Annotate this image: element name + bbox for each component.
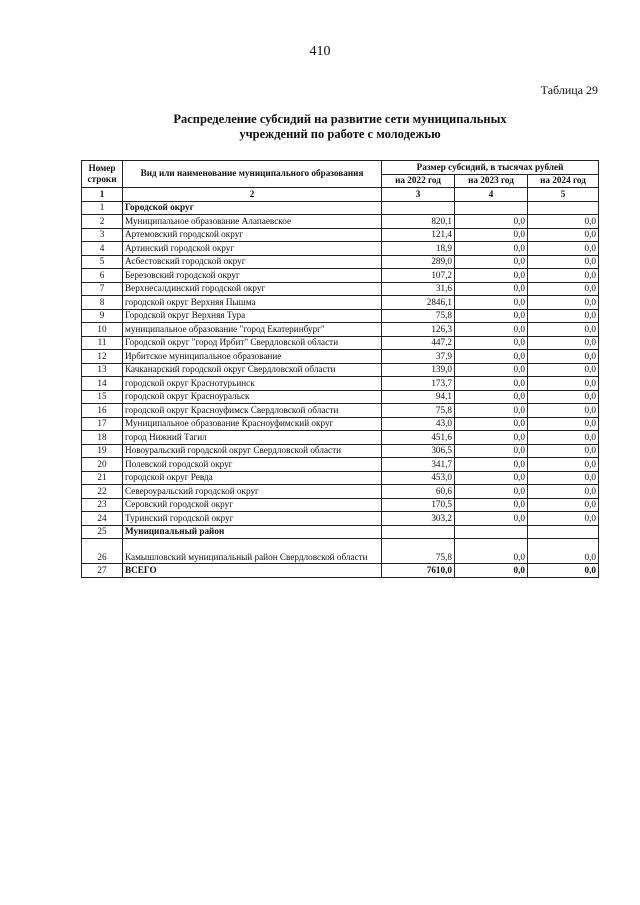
row-name-cell: городской округ Красноуральск xyxy=(123,390,382,404)
value-2023-cell: 0,0 xyxy=(455,539,528,564)
row-name-cell: Ирбитское муниципальное образование xyxy=(123,350,382,364)
value-2024-cell: 0,0 xyxy=(528,458,599,472)
value-2024-cell: 0,0 xyxy=(528,431,599,445)
row-number-cell: 20 xyxy=(82,458,123,472)
value-2022-cell: 447,2 xyxy=(382,336,455,350)
value-2024-cell: 0,0 xyxy=(528,564,599,578)
row-number-cell: 12 xyxy=(82,350,123,364)
table-row xyxy=(82,512,599,526)
value-2023-cell: 0,0 xyxy=(455,323,528,337)
row-name-cell: городской округ Ревда xyxy=(123,471,382,485)
header-index-3: 3 xyxy=(382,188,455,202)
value-2022-cell: 107,2 xyxy=(382,269,455,283)
row-number-cell: 15 xyxy=(82,390,123,404)
row-number-cell: 21 xyxy=(82,471,123,485)
header-row-number: Номер строки xyxy=(82,161,123,188)
value-2022-cell xyxy=(382,525,455,539)
row-name-cell: Городской округ "город Ирбит" Свердловской области xyxy=(123,336,382,350)
header-index-5: 5 xyxy=(528,188,599,202)
table-row xyxy=(82,444,599,458)
value-2023-cell: 0,0 xyxy=(455,404,528,418)
value-2024-cell: 0,0 xyxy=(528,336,599,350)
page-number: 410 xyxy=(309,44,331,59)
table-row xyxy=(82,539,599,564)
row-name-cell: ВСЕГО xyxy=(123,564,382,578)
row-number-cell: 4 xyxy=(82,242,123,256)
row-name-cell: Камышловский муниципальный район Свердловской области xyxy=(123,539,382,564)
row-number-cell: 11 xyxy=(82,336,123,350)
value-2024-cell: 0,0 xyxy=(528,485,599,499)
header-2023: на 2023 год xyxy=(455,174,528,188)
row-number-cell: 8 xyxy=(82,296,123,310)
value-2024-cell: 0,0 xyxy=(528,282,599,296)
value-2024-cell: 0,0 xyxy=(528,498,599,512)
value-2023-cell: 0,0 xyxy=(455,296,528,310)
value-2022-cell: 18,9 xyxy=(382,242,455,256)
row-name-cell: Городской округ xyxy=(123,201,382,215)
row-number-cell: 7 xyxy=(82,282,123,296)
value-2022-cell: 306,5 xyxy=(382,444,455,458)
value-2024-cell: 0,0 xyxy=(528,350,599,364)
table-header xyxy=(82,161,599,202)
row-name-cell: городской округ Красноуфимск Свердловской области xyxy=(123,404,382,418)
value-2024-cell: 0,0 xyxy=(528,363,599,377)
table-row xyxy=(82,485,599,499)
value-2024-cell: 0,0 xyxy=(528,269,599,283)
title-line-2: учреждений по работе с молодежью xyxy=(239,127,441,141)
value-2022-cell: 451,6 xyxy=(382,431,455,445)
header-2022: на 2022 год xyxy=(382,174,455,188)
table-row xyxy=(82,323,599,337)
row-name-cell: Березовский городской округ xyxy=(123,269,382,283)
value-2023-cell: 0,0 xyxy=(455,215,528,229)
row-name-cell: муниципальное образование "город Екатеринбург" xyxy=(123,323,382,337)
subsidy-table xyxy=(81,160,599,578)
value-2024-cell: 0,0 xyxy=(528,404,599,418)
document-title xyxy=(120,112,560,142)
value-2022-cell xyxy=(382,201,455,215)
row-name-cell: Североуральский городской округ xyxy=(123,485,382,499)
value-2022-cell: 126,3 xyxy=(382,323,455,337)
value-2024-cell: 0,0 xyxy=(528,471,599,485)
title-line-1: Распределение субсидий на развитие сети муниципальных xyxy=(173,112,507,126)
table-label: Таблица 29 xyxy=(540,83,598,97)
table-row xyxy=(82,458,599,472)
value-2024-cell: 0,0 xyxy=(528,390,599,404)
table-row xyxy=(82,417,599,431)
row-name-cell: Артинский городской округ xyxy=(123,242,382,256)
value-2022-cell: 75,8 xyxy=(382,309,455,323)
value-2023-cell: 0,0 xyxy=(455,564,528,578)
row-name-cell: Новоуральский городской округ Свердловской области xyxy=(123,444,382,458)
value-2022-cell: 75,8 xyxy=(382,404,455,418)
row-number-cell: 14 xyxy=(82,377,123,391)
table-row xyxy=(82,228,599,242)
table-row xyxy=(82,377,599,391)
value-2024-cell: 0,0 xyxy=(528,323,599,337)
value-2024-cell xyxy=(528,525,599,539)
value-2023-cell: 0,0 xyxy=(455,390,528,404)
row-name-cell: Качканарский городской округ Свердловской области xyxy=(123,363,382,377)
table-row xyxy=(82,242,599,256)
row-name-cell: город Нижний Тагил xyxy=(123,431,382,445)
value-2024-cell: 0,0 xyxy=(528,296,599,310)
value-2022-cell: 75,8 xyxy=(382,539,455,564)
row-number-cell: 1 xyxy=(82,201,123,215)
value-2023-cell: 0,0 xyxy=(455,269,528,283)
value-2022-cell: 60,6 xyxy=(382,485,455,499)
value-2023-cell: 0,0 xyxy=(455,498,528,512)
row-number-cell: 17 xyxy=(82,417,123,431)
value-2023-cell: 0,0 xyxy=(455,350,528,364)
table-body xyxy=(82,201,599,577)
value-2023-cell: 0,0 xyxy=(455,458,528,472)
value-2022-cell: 820,1 xyxy=(382,215,455,229)
row-name-cell: городской округ Верхняя Пышма xyxy=(123,296,382,310)
table-row xyxy=(82,471,599,485)
row-name-cell: Асбестовский городской округ xyxy=(123,255,382,269)
header-name: Вид или наименование муниципального образования xyxy=(123,161,382,188)
value-2024-cell: 0,0 xyxy=(528,255,599,269)
value-2023-cell: 0,0 xyxy=(455,363,528,377)
row-number-cell: 9 xyxy=(82,309,123,323)
value-2022-cell: 43,0 xyxy=(382,417,455,431)
value-2023-cell xyxy=(455,201,528,215)
row-number-cell: 3 xyxy=(82,228,123,242)
value-2022-cell: 121,4 xyxy=(382,228,455,242)
row-number-cell: 27 xyxy=(82,564,123,578)
row-name-cell: Муниципальное образование Алапаевское xyxy=(123,215,382,229)
row-number-cell: 24 xyxy=(82,512,123,526)
row-name-cell: Серовский городской округ xyxy=(123,498,382,512)
value-2024-cell xyxy=(528,201,599,215)
header-subsidy-group: Размер субсидий, в тысячах рублей xyxy=(382,161,599,175)
row-number-cell: 6 xyxy=(82,269,123,283)
row-number-cell: 22 xyxy=(82,485,123,499)
table-row xyxy=(82,336,599,350)
row-number-cell: 19 xyxy=(82,444,123,458)
header-index-1: 1 xyxy=(82,188,123,202)
row-number-cell: 16 xyxy=(82,404,123,418)
row-name-cell: Верхнесалдинский городской округ xyxy=(123,282,382,296)
value-2022-cell: 37,9 xyxy=(382,350,455,364)
value-2022-cell: 453,0 xyxy=(382,471,455,485)
value-2022-cell: 289,0 xyxy=(382,255,455,269)
value-2023-cell: 0,0 xyxy=(455,255,528,269)
value-2023-cell: 0,0 xyxy=(455,309,528,323)
value-2024-cell: 0,0 xyxy=(528,539,599,564)
table-row xyxy=(82,255,599,269)
value-2023-cell: 0,0 xyxy=(455,336,528,350)
value-2022-cell: 341,7 xyxy=(382,458,455,472)
value-2024-cell: 0,0 xyxy=(528,215,599,229)
value-2024-cell: 0,0 xyxy=(528,309,599,323)
value-2023-cell: 0,0 xyxy=(455,242,528,256)
value-2022-cell: 173,7 xyxy=(382,377,455,391)
row-name-cell: Муниципальный район xyxy=(123,525,382,539)
table-row xyxy=(82,296,599,310)
row-name-cell: Муниципальное образование Красноуфимский округ xyxy=(123,417,382,431)
value-2023-cell: 0,0 xyxy=(455,282,528,296)
table-row xyxy=(82,525,599,539)
row-number-cell: 18 xyxy=(82,431,123,445)
header-index-2: 2 xyxy=(123,188,382,202)
value-2022-cell: 94,1 xyxy=(382,390,455,404)
table-row xyxy=(82,282,599,296)
row-name-cell: Городской округ Верхняя Тура xyxy=(123,309,382,323)
row-name-cell: городской округ Краснотурьинск xyxy=(123,377,382,391)
row-number-cell: 2 xyxy=(82,215,123,229)
table-row xyxy=(82,363,599,377)
table-row xyxy=(82,269,599,283)
value-2023-cell: 0,0 xyxy=(455,485,528,499)
row-number-cell: 26 xyxy=(82,539,123,564)
value-2023-cell: 0,0 xyxy=(455,444,528,458)
value-2023-cell: 0,0 xyxy=(455,417,528,431)
header-2024: на 2024 год xyxy=(528,174,599,188)
table-row xyxy=(82,564,599,578)
row-number-cell: 25 xyxy=(82,525,123,539)
value-2024-cell: 0,0 xyxy=(528,512,599,526)
row-number-cell: 10 xyxy=(82,323,123,337)
value-2023-cell: 0,0 xyxy=(455,431,528,445)
header-index-4: 4 xyxy=(455,188,528,202)
table-row xyxy=(82,309,599,323)
value-2024-cell: 0,0 xyxy=(528,228,599,242)
table-row xyxy=(82,390,599,404)
value-2023-cell: 0,0 xyxy=(455,471,528,485)
row-number-cell: 13 xyxy=(82,363,123,377)
value-2022-cell: 170,5 xyxy=(382,498,455,512)
row-name-cell: Артемовский городской округ xyxy=(123,228,382,242)
value-2022-cell: 2846,1 xyxy=(382,296,455,310)
row-name-cell: Туринский городской округ xyxy=(123,512,382,526)
value-2024-cell: 0,0 xyxy=(528,377,599,391)
table-row xyxy=(82,215,599,229)
value-2023-cell: 0,0 xyxy=(455,512,528,526)
table-row xyxy=(82,201,599,215)
value-2022-cell: 7610,0 xyxy=(382,564,455,578)
row-name-cell: Полевской городской округ xyxy=(123,458,382,472)
row-number-cell: 23 xyxy=(82,498,123,512)
value-2023-cell xyxy=(455,525,528,539)
value-2024-cell: 0,0 xyxy=(528,242,599,256)
table-row xyxy=(82,350,599,364)
table-row xyxy=(82,498,599,512)
table-row xyxy=(82,431,599,445)
value-2022-cell: 139,0 xyxy=(382,363,455,377)
value-2024-cell: 0,0 xyxy=(528,417,599,431)
value-2022-cell: 303,2 xyxy=(382,512,455,526)
value-2023-cell: 0,0 xyxy=(455,228,528,242)
value-2022-cell: 31,6 xyxy=(382,282,455,296)
row-number-cell: 5 xyxy=(82,255,123,269)
value-2024-cell: 0,0 xyxy=(528,444,599,458)
value-2023-cell: 0,0 xyxy=(455,377,528,391)
table-row xyxy=(82,404,599,418)
